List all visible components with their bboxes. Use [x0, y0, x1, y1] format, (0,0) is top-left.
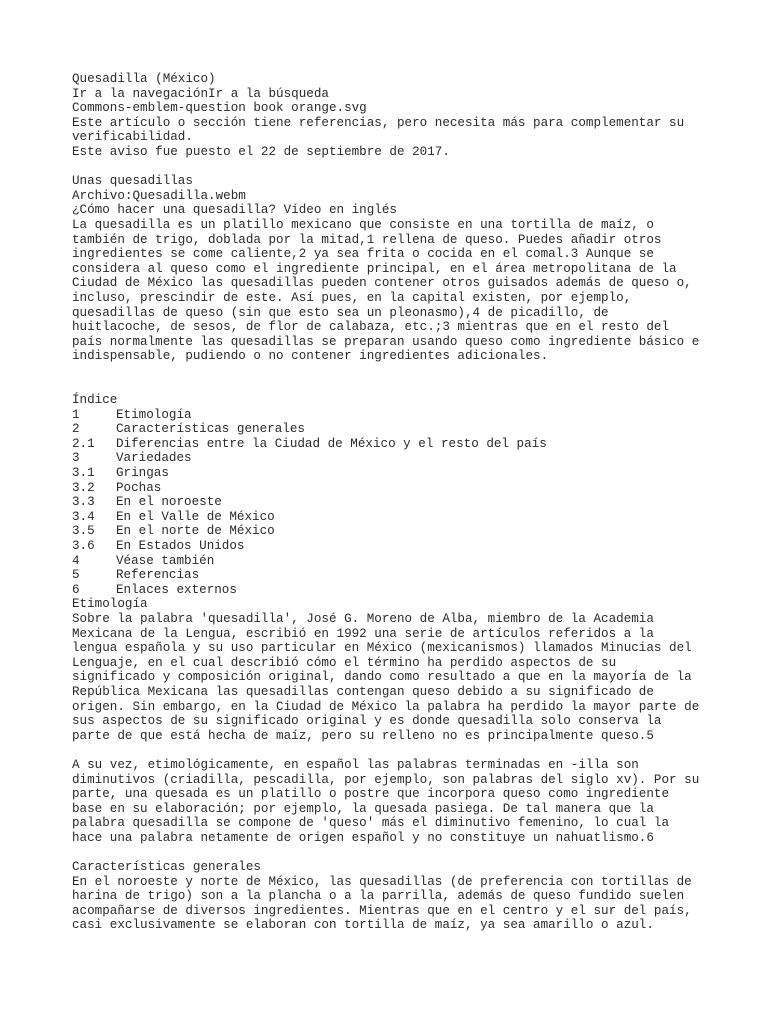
text-line: sus aspectos de su significado original y es donde quesadilla solo conserva la	[72, 714, 662, 729]
toc-item[interactable]	[72, 408, 712, 423]
toc-item[interactable]	[72, 481, 712, 496]
text-line: Sobre la palabra 'quesadilla', José G. Moreno de Alba, miembro de la Academia	[72, 611, 654, 626]
text-line: acompañarse de diversos ingredientes. Mientras que en el centro y el sur del país,	[72, 903, 692, 918]
toc-item-number: 4	[72, 553, 80, 568]
toc-item-number: 6	[72, 582, 80, 597]
toc-item-number: 3.2	[72, 480, 95, 495]
image-caption: Unas quesadillas	[72, 174, 193, 189]
text-line: parte, una quesada es un platillo o postre que incorpora queso como ingrediente	[72, 787, 670, 802]
toc-item-number: 3.4	[72, 509, 95, 524]
intro-paragraph	[72, 218, 712, 364]
caracteristicas-paragraph-1	[72, 875, 712, 933]
toc-heading: Índice	[72, 393, 118, 408]
toc-item-label[interactable]: En el norte de México	[116, 524, 275, 539]
text-line: también de trigo, doblada por la mitad,1 rellena de queso. Puedes añadir otros	[72, 232, 662, 247]
toc-item-label[interactable]: Etimología	[116, 407, 192, 422]
toc-item-label[interactable]: En Estados Unidos	[116, 539, 245, 553]
text-line: palabra quesadilla se compone de 'queso' más el diminutivo femenino, lo cual la	[72, 816, 670, 831]
toc-item-number: 5	[72, 568, 80, 583]
toc-item-number: 2	[72, 422, 80, 437]
toc-item-label[interactable]: Véase también	[116, 553, 215, 568]
toc-item-number: 3.1	[72, 466, 95, 481]
spacer	[72, 845, 712, 860]
text-line: considera al queso como el ingrediente principal, en el área metropolitana de la	[72, 261, 677, 276]
text-line: significado y composición original, dando como resultado a que en la mayoría de la	[72, 670, 692, 685]
text-line: Lenguaje, en el cual describió cómo el término ha perdido aspectos de su	[72, 655, 617, 670]
emblem-filename: Commons-emblem-question book orange.svg	[72, 101, 367, 116]
toc-item-label[interactable]: Enlaces externos	[116, 582, 237, 597]
text-line: parte de que está hecha de maíz, pero su relleno no es principalmente queso.5	[72, 728, 654, 743]
toc-item-label[interactable]: En el noroeste	[116, 495, 222, 510]
text-line: harina de trigo) son a la plancha o a la parrilla, además de queso fundido suelen	[72, 889, 685, 904]
notice-line: verificabilidad.	[72, 130, 193, 145]
spacer	[72, 378, 712, 393]
notice-line: Este artículo o sección tiene referencias, pero necesita más para complementar su	[72, 115, 685, 130]
toc-item-label[interactable]: En el Valle de México	[116, 509, 275, 524]
notice-date: Este aviso fue puesto el 22 de septiembre de 2017.	[72, 144, 450, 159]
toc-item-label[interactable]: Variedades	[116, 451, 192, 466]
text-line: diminutivos (criadilla, pescadilla, por ejemplo, son palabras del siglo xv). Por su	[72, 772, 700, 787]
section-heading-caracteristicas: Características generales	[72, 860, 261, 875]
toc-item[interactable]	[72, 422, 712, 437]
text-line: lengua española y su uso particular en México (mexicanismos) llamados Minucias del	[72, 641, 692, 656]
text-line: Ciudad de México las quesadillas pueden contener otros guisados además de queso o,	[72, 276, 692, 291]
text-line: hace una palabra netamente de origen español y no constituye un nahuatlismo.6	[72, 830, 654, 845]
toc-item[interactable]	[72, 568, 712, 583]
text-line: base en su elaboración; por ejemplo, la quesada pasiega. De tal manera que la	[72, 801, 654, 816]
table-of-contents	[72, 408, 712, 598]
toc-item[interactable]	[72, 466, 712, 481]
text-line: país normalmente las quesadillas se preparan usando queso como ingrediente básico e	[72, 334, 700, 349]
etimologia-paragraph-1	[72, 612, 712, 743]
text-line: incluso, prescindir de este. Así pues, en la capital existen, por ejemplo,	[72, 290, 632, 305]
text-line: quesadillas de queso (sin que esto sea un pleonasmo),4 de picadillo, de	[72, 305, 609, 320]
toc-item-label[interactable]: Diferencias entre la Ciudad de México y el resto del país	[116, 436, 547, 451]
spacer	[72, 743, 712, 758]
navigation-links[interactable]: Ir a la navegaciónIr a la búsqueda	[72, 86, 329, 101]
toc-item-label[interactable]: Pochas	[116, 480, 162, 495]
toc-item-number: 3.6	[72, 539, 95, 553]
page-title: Quesadilla (México)	[72, 72, 216, 86]
spacer	[72, 160, 712, 175]
text-line: indispensable, pudiendo o no contener ingredientes adicionales.	[72, 349, 549, 364]
toc-item-number: 2.1	[72, 436, 95, 451]
text-line: República Mexicana las quesadillas contengan queso debido a su significado de	[72, 684, 654, 699]
toc-item-label[interactable]: Referencias	[116, 568, 200, 583]
video-file-link[interactable]: Archivo:Quesadilla.webm	[72, 188, 246, 203]
toc-item[interactable]	[72, 437, 712, 452]
text-line: huitlacoche, de sesos, de flor de calabaza, etc.;3 mientras que en el resto del	[72, 320, 670, 335]
toc-item[interactable]	[72, 510, 712, 525]
toc-item-label[interactable]: Características generales	[116, 422, 305, 437]
toc-item[interactable]	[72, 583, 712, 598]
toc-item[interactable]	[72, 539, 712, 554]
toc-item-number: 3	[72, 451, 80, 466]
spacer	[72, 364, 712, 379]
text-line: A su vez, etimológicamente, en español las palabras terminadas en -illa son	[72, 757, 639, 772]
toc-item-number: 3.3	[72, 495, 95, 510]
toc-item[interactable]	[72, 451, 712, 466]
toc-item-number: 1	[72, 407, 80, 422]
video-caption: ¿Cómo hacer una quesadilla? Vídeo en inglés	[72, 203, 397, 218]
toc-item-label[interactable]: Gringas	[116, 466, 169, 481]
etimologia-paragraph-2	[72, 758, 712, 846]
toc-item[interactable]	[72, 554, 712, 569]
text-line: ingredientes se come caliente,2 ya sea frita o cocida en el comal.3 Aunque se	[72, 247, 654, 262]
text-line: origen. Sin embargo, en la Ciudad de México la palabra ha perdido la mayor parte de	[72, 699, 700, 714]
text-line: En el noroeste y norte de México, las quesadillas (de preferencia con tortillas de	[72, 874, 692, 889]
text-line: casi exclusivamente se elaboran con tortilla de maíz, ya sea amarillo o azul.	[72, 918, 654, 933]
toc-item[interactable]	[72, 495, 712, 510]
text-line: Mexicana de la Lengua, escribió en 1992 una serie de artículos referidos a la	[72, 626, 654, 641]
toc-item[interactable]	[72, 524, 712, 539]
document-page	[72, 72, 712, 933]
toc-item-number: 3.5	[72, 524, 95, 539]
section-heading-etimologia: Etimología	[72, 597, 148, 612]
text-line: La quesadilla es un platillo mexicano que consiste en una tortilla de maíz, o	[72, 217, 654, 232]
